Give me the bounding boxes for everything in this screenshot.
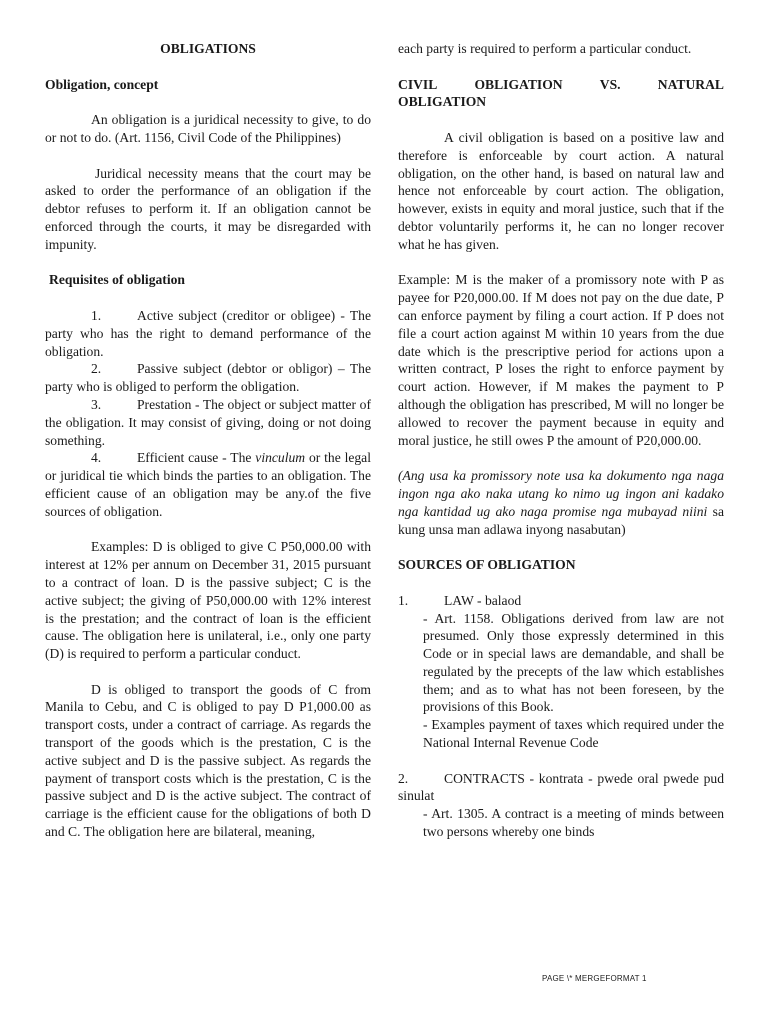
page-title: OBLIGATIONS xyxy=(160,41,256,56)
page-footer: PAGE \* MERGEFORMAT 1 xyxy=(542,974,647,983)
requisite-item-4 xyxy=(45,449,371,520)
transport-paragraph: D is obliged to transport the goods of C from Manila to Cebu, and C is obliged to pay D P1,000.00 as transport costs, under a contract of carriage. As regards the transport of the goods which is the prestation, C is the active subject and D is the passive subject. As regards the payment of transport costs which is the prestation, C is the passive subject and D is the active subject. The contract of carriage is the efficient cause for the obligations of both D and C. The obligation here are bilateral, meaning, xyxy=(45,681,371,840)
requisite-text: Passive subject (debtor or obligor) – The party who is obliged to perform the obligation. xyxy=(45,361,371,395)
heading-civil-vs-natural xyxy=(398,76,724,94)
heading-obligation-concept: Obligation, concept xyxy=(45,76,159,92)
requisite-text: Active subject (creditor or obligee) - The party who has the right to demand performance of the obligation. xyxy=(45,307,371,359)
requisite-text: Prestation - The object or subject matter of the obligation. It may consist of giving, doing or not doing something. xyxy=(45,396,371,448)
source-label: CONTRACTS - kontrata - pwede oral pwede pud sinulat xyxy=(398,770,724,804)
vinculum-term: vinculum xyxy=(255,450,306,466)
source-2-details xyxy=(398,805,724,841)
juridical-necessity-paragraph: Juridical necessity means that the court may be asked to order the performance of an obligation if the debtor refuses to perform it. If an obligation cannot be enforced through the courts, it may be disregarded with impunity. xyxy=(45,165,371,252)
heading-word: OBLIGATION xyxy=(398,94,487,110)
requisite-number: 1. xyxy=(91,307,102,323)
concept-paragraph: An obligation is a juridical necessity to give, to do or not to do. (Art. 1156, Civil Code of the Philippines) xyxy=(45,112,371,145)
heading-sources: SOURCES OF OBLIGATION xyxy=(398,557,576,573)
bisaya-note xyxy=(398,467,724,538)
civil-obligation-paragraph: A civil obligation is based on a positive law and therefore is enforceable by court action. A natural obligation, on the other hand, is based on natural law and hence not enforceable by court action. The obligation, however, exists in equity and moral justice, such that if the debtor voluntarily performs it, he can no longer recover what he has given. xyxy=(398,129,724,252)
continuation-text: each party is required to perform a particular conduct. xyxy=(398,41,692,56)
right-column xyxy=(398,40,724,841)
requisite-number: 4. xyxy=(91,450,102,466)
source-item-1 xyxy=(398,592,724,610)
example-paragraph: Example: M is the maker of a promissory note with P as payee for P20,000.00. If M does not pay on the due date, P can enforce payment by filing a court action. If P does not file a court action against M within 10 years from the due date which is the prescriptive period for actions upon a written contract, P loses the right to enforce payment by court action. However, if M makes the payment to P although the obligation has prescribed, M will no longer be allowed to recover the payment because in equity and moral justice, he still owes P the amount of P20,000.00. xyxy=(398,272,724,448)
source-article: - Art. 1158. Obligations derived from law are not presumed. Only those expressly determined in this Code or in special laws are demandable, and shall be regulated by the precepts of the law which establishes them; and as to what has not been foreseen, by the provisions of this Book. xyxy=(423,610,724,715)
source-number: 1. xyxy=(398,592,409,608)
heading-word: CIVIL xyxy=(398,76,438,92)
requisite-number: 3. xyxy=(91,396,102,412)
heading-word: VS. xyxy=(599,76,621,92)
source-article: - Art. 1305. A contract is a meeting of minds between two persons whereby one binds xyxy=(423,806,724,840)
left-column xyxy=(45,40,371,841)
heading-word: OBLIGATION xyxy=(474,76,563,92)
requisite-item-2 xyxy=(45,360,371,396)
source-number: 2. xyxy=(398,770,409,786)
source-1-details xyxy=(398,610,724,752)
bisaya-plain-text: sa kung unsa man adlawa inyong nasabutan) xyxy=(398,503,724,537)
heading-requisites: Requisites of obligation xyxy=(49,272,185,288)
source-item-2 xyxy=(398,770,724,806)
requisite-number: 2. xyxy=(91,361,102,377)
source-label: LAW - balaod xyxy=(444,592,522,608)
bisaya-italic-text: (Ang usa ka promissory note usa ka dokumento nga naga ingon nga ako naka utang ko nimo ug ingon ani kadako nga kantidad ug ako naga promise nga mubayad niini xyxy=(398,468,724,519)
requisite-text: Efficient cause - The xyxy=(137,450,256,466)
heading-word: NATURAL xyxy=(657,76,724,92)
examples-paragraph: Examples: D is obliged to give C P50,000.00 with interest at 12% per annum on December 31, 2015 pursuant to a contract of loan. D is the passive subject; C is the active subject; the giving of P50,000.00 with 12% interest is the prestation; and the contract of loan is the efficient cause. The obligation here is unilateral, i.e., only one party (D) is required to perform a particular conduct. xyxy=(45,539,371,662)
requisite-item-3 xyxy=(45,396,371,449)
source-example: - Examples payment of taxes which required under the National Internal Revenue Code xyxy=(423,717,724,751)
requisite-item-1 xyxy=(45,307,371,360)
requisite-text: or the legal or juridical tie which binds the parties to an obligation. The efficient cause of an obligation may be any.of the five sources of obligation. xyxy=(45,450,371,519)
